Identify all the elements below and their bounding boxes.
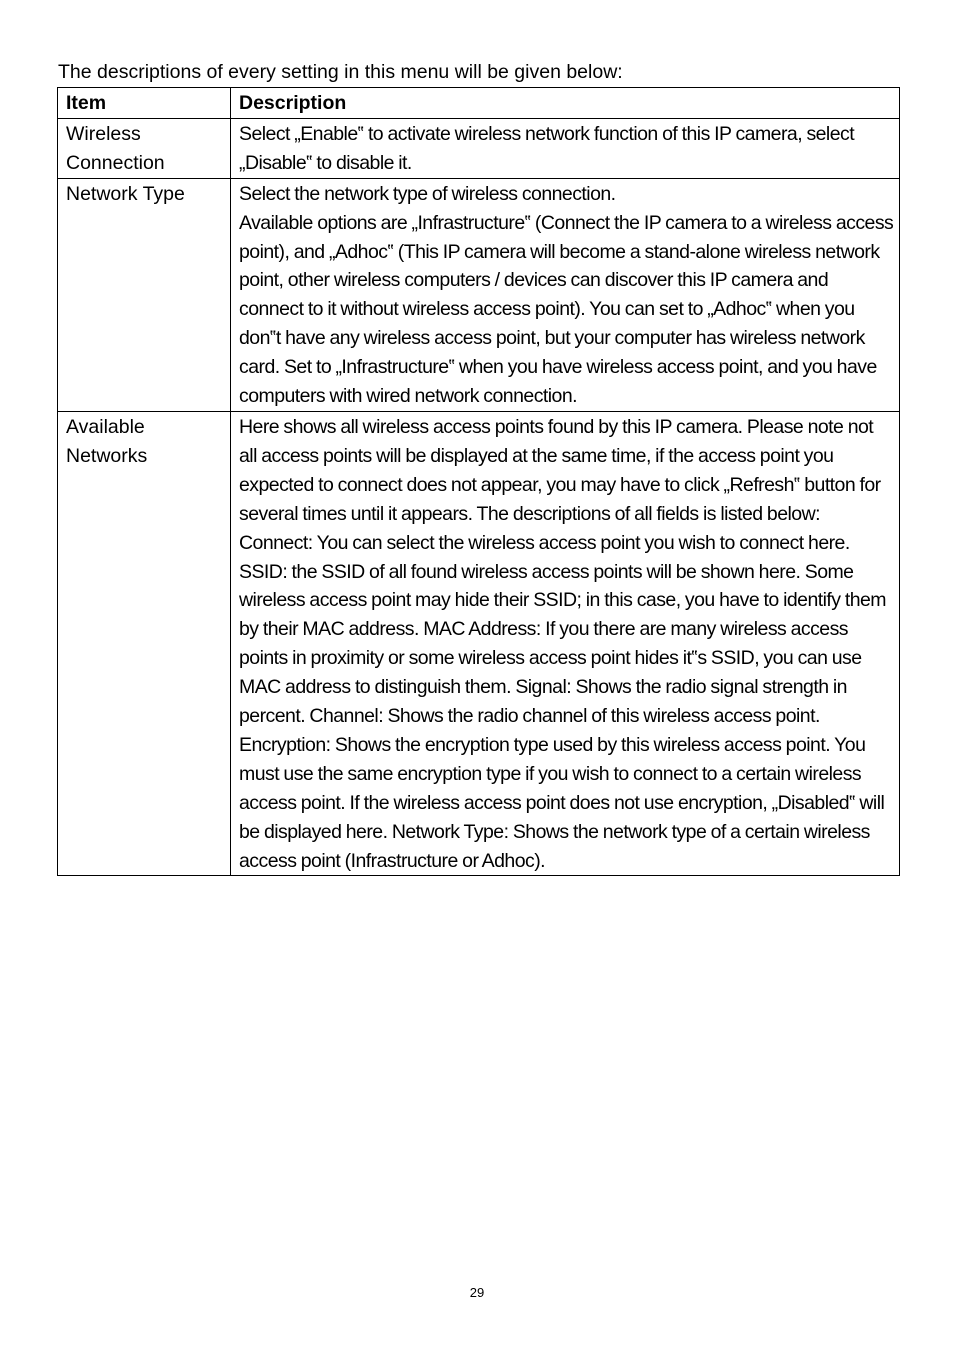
- description-line: Here shows all wireless access points found by this IP camera. Please note not all access points will be displayed at the same time, if the access point you expected to connect does not appear, you may have to click „Refresh‟ button for several times until it appears. The descriptions of all fields is listed below: Connect: You can select the wireless access point you wish to connect here. SSID: the SSID of all found wireless access points will be shown here. Some wireless access point may hide their SSID; in this case, you have to identify them by their MAC address. MAC Address: If you there are many wireless access points in proximity or some wireless access point hides it‟s SSID, you can use MAC address to distinguish them. Signal: Shows the radio signal strength in percent. Channel: Shows the radio channel of this wireless access point. Encryption: Shows the encryption type used by this wireless access point. You must use the same encryption type if you wish to connect to a certain wireless access point. If the wireless access point does not use encryption, „Disabled‟ will be displayed here. Network Type: Shows the network type of a certain wireless access point (Infrastructure or Adhoc).: [239, 415, 886, 872]
- description-cell: [231, 178, 900, 411]
- description-wireless-connection: [239, 120, 895, 178]
- item-cell: [58, 411, 231, 876]
- table-header-row: [58, 88, 900, 119]
- intro-text: The descriptions of every setting in this menu will be given below:: [58, 61, 623, 83]
- description-cell: [231, 411, 900, 876]
- settings-description-table: [57, 87, 900, 876]
- description-line: Select the network type of wireless connection.: [239, 182, 616, 205]
- table-row-available-networks: [58, 411, 900, 876]
- table-row-wireless-connection: [58, 118, 900, 178]
- item-cell: [58, 178, 231, 411]
- table-row-network-type: [58, 178, 900, 411]
- page-number: 29: [469, 1285, 485, 1300]
- item-network-type: Network Type: [66, 182, 185, 205]
- description-line: Available options are „Infrastructure‟ (Connect the IP camera to a wireless access point), and „Adhoc‟ (This IP camera will become a stand-alone wireless network point, other wireless computers / devices can discover this IP camera and connect to it without wireless access point). You can set to „Adhoc‟ when you don‟t have any wireless access point, but your computer has wireless network card. Set to „Infrastructure‟ when you have wireless access point, and you have computers with wired network connection.: [239, 211, 894, 408]
- description-cell: [231, 118, 900, 178]
- description-line: Select „Enable‟ to activate wireless network function of this IP camera, select „Disable‟ to disable it.: [239, 122, 855, 174]
- description-network-type: [239, 180, 895, 411]
- header-item: Item: [58, 88, 231, 119]
- header-description: Description: [231, 88, 900, 119]
- description-available-networks: [239, 413, 895, 876]
- item-cell: [58, 118, 231, 178]
- item-wireless-connection: Wireless Connection: [66, 122, 165, 174]
- item-available-networks: Available Networks: [66, 415, 148, 467]
